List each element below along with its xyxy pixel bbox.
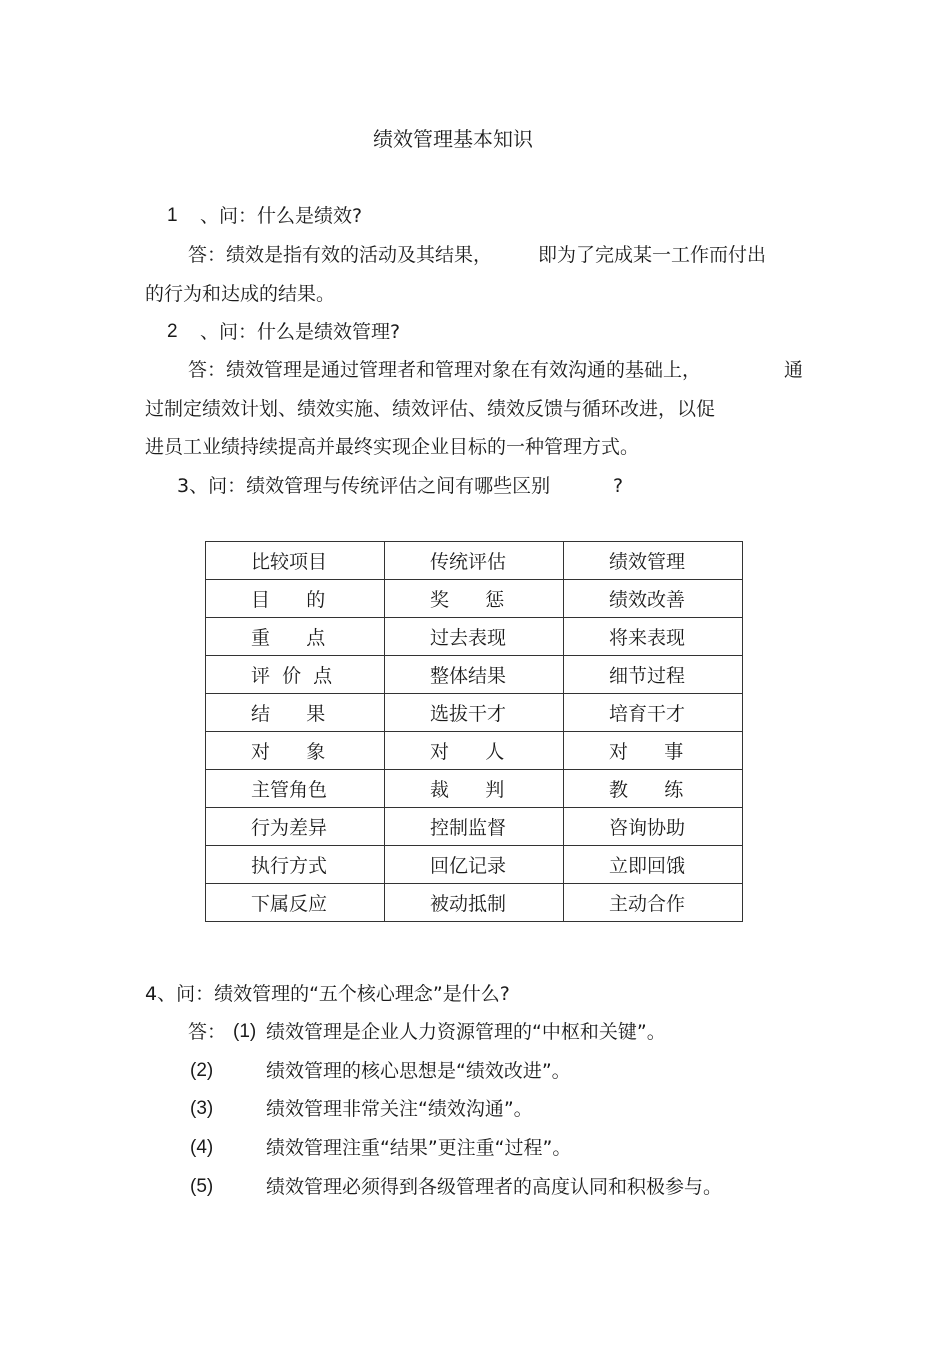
q1-question: 、问：什么是绩效? bbox=[200, 205, 363, 227]
table-cell: 培育干才 bbox=[564, 694, 743, 732]
comparison-table bbox=[205, 541, 743, 922]
q2-question: 、问：什么是绩效管理? bbox=[200, 321, 401, 343]
q2-answer-line1a: 答：绩效管理是通过管理者和管理对象在有效沟通的基础上， bbox=[188, 359, 702, 381]
q4-item-text: 绩效管理注重“结果”更注重“过程”。 bbox=[266, 1137, 572, 1159]
table-cell: 裁 判 bbox=[385, 770, 564, 808]
table-cell: 对 象 bbox=[206, 732, 385, 770]
q1-answer-line1b: 即为了完成某一工作而付出 bbox=[538, 244, 767, 266]
table-cell: 咨询协助 bbox=[564, 808, 743, 846]
q4-item-number: (5) bbox=[190, 1176, 214, 1197]
table-cell: 奖 惩 bbox=[385, 580, 564, 618]
q4-item-text: 绩效管理是企业人力资源管理的“中枢和关键”。 bbox=[266, 1021, 666, 1043]
table-cell: 重 点 bbox=[206, 618, 385, 656]
table-header-row bbox=[206, 542, 743, 580]
table-cell: 控制监督 bbox=[385, 808, 564, 846]
table-cell: 对 事 bbox=[564, 732, 743, 770]
q1-number: 1 bbox=[167, 205, 178, 226]
q2-answer-line2: 过制定绩效计划、绩效实施、绩效评估、绩效反馈与循环改进，以促 bbox=[145, 398, 716, 420]
table-cell: 细节过程 bbox=[564, 656, 743, 694]
table-cell: 被动抵制 bbox=[385, 884, 564, 922]
q4-item-text: 绩效管理的核心思想是“绩效改进”。 bbox=[266, 1060, 571, 1082]
table-cell: 结 果 bbox=[206, 694, 385, 732]
table-row bbox=[206, 770, 743, 808]
q3-question: 3、问：绩效管理与传统评估之间有哪些区别 bbox=[177, 475, 551, 497]
table-row bbox=[206, 732, 743, 770]
q4-item-number: (2) bbox=[190, 1060, 214, 1081]
table-cell: 主动合作 bbox=[564, 884, 743, 922]
table-cell: 教 练 bbox=[564, 770, 743, 808]
q4-item-number: (4) bbox=[190, 1137, 214, 1158]
table-cell: 整体结果 bbox=[385, 656, 564, 694]
table-cell: 立即回饿 bbox=[564, 846, 743, 884]
table-cell: 下属反应 bbox=[206, 884, 385, 922]
table-header-cell: 绩效管理 bbox=[564, 542, 743, 580]
table-row bbox=[206, 808, 743, 846]
q1-answer-line2: 的行为和达成的结果。 bbox=[145, 283, 336, 305]
table-cell: 将来表现 bbox=[564, 618, 743, 656]
table-row bbox=[206, 656, 743, 694]
table-cell: 行为差异 bbox=[206, 808, 385, 846]
q3-question-mark: ? bbox=[613, 475, 624, 497]
q4-item-text: 绩效管理非常关注“绩效沟通”。 bbox=[266, 1098, 533, 1120]
q4-question: 4、问：绩效管理的“五个核心理念”是什么? bbox=[145, 983, 510, 1005]
table-cell: 回亿记录 bbox=[385, 846, 564, 884]
q2-answer-line3: 进员工业绩持续提高并最终实现企业目标的一种管理方式。 bbox=[145, 436, 640, 458]
q4-item-number: (1) bbox=[233, 1021, 257, 1042]
table-cell: 目 的 bbox=[206, 580, 385, 618]
table-header-cell: 传统评估 bbox=[385, 542, 564, 580]
table-cell: 绩效改善 bbox=[564, 580, 743, 618]
q1-answer-line1a: 答：绩效是指有效的活动及其结果， bbox=[188, 244, 493, 266]
table-cell: 过去表现 bbox=[385, 618, 564, 656]
table-row bbox=[206, 618, 743, 656]
table-row bbox=[206, 694, 743, 732]
q2-number: 2 bbox=[167, 321, 178, 342]
table-row bbox=[206, 884, 743, 922]
page-title: 绩效管理基本知识 bbox=[373, 127, 533, 151]
q4-item-text: 绩效管理必须得到各级管理者的高度认同和积极参与。 bbox=[266, 1176, 723, 1198]
table-cell: 选拔干才 bbox=[385, 694, 564, 732]
table-header-cell: 比较项目 bbox=[206, 542, 385, 580]
q2-answer-line1b: 通 bbox=[784, 359, 804, 381]
table-cell: 执行方式 bbox=[206, 846, 385, 884]
table-cell: 评 价 点 bbox=[206, 656, 385, 694]
table-cell: 主管角色 bbox=[206, 770, 385, 808]
q4-item-number: (3) bbox=[190, 1098, 214, 1119]
table-row bbox=[206, 580, 743, 618]
table-row bbox=[206, 846, 743, 884]
table-cell: 对 人 bbox=[385, 732, 564, 770]
q4-answer-prefix: 答： bbox=[188, 1021, 227, 1043]
